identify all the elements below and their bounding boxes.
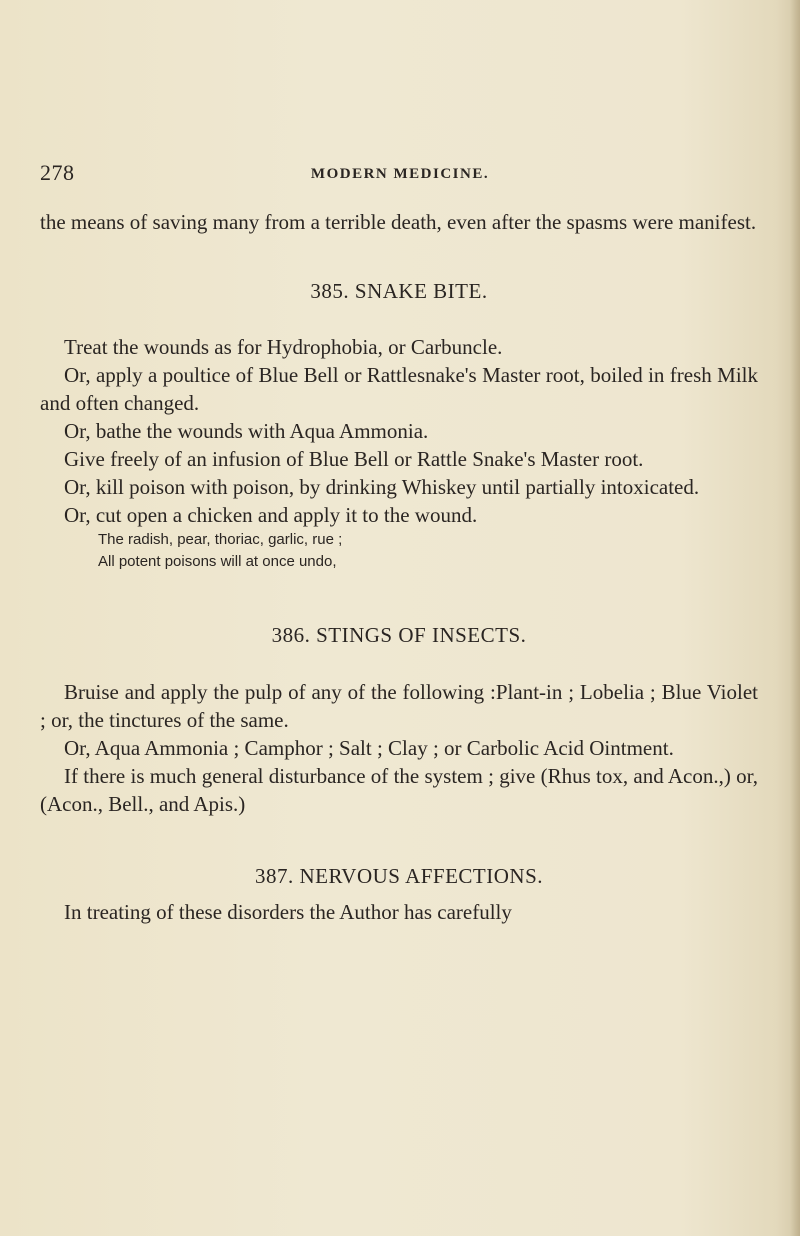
paragraph-386-1: Bruise and apply the pulp of any of the following :Plant-in ; Lobelia ; Blue Violet ; or, the tinctures of the same.	[40, 680, 758, 732]
paragraph-385-1: Treat the wounds as for Hydrophobia, or Carbuncle.	[64, 335, 503, 359]
running-head: MODERN MEDICINE.	[310, 166, 490, 182]
section-heading-387: 387. NERVOUS AFFECTIONS.	[254, 864, 544, 888]
page-body	[40, 208, 758, 926]
page-edge-shadow	[790, 0, 800, 1236]
paragraph-385-2: Or, apply a poultice of Blue Bell or Rattlesnake's Master root, boiled in fresh Milk and often changed.	[40, 363, 758, 415]
paragraph-385-3: Or, bathe the wounds with Aqua Ammonia.	[64, 419, 429, 443]
paragraph-386-2: Or, Aqua Ammonia ; Camphor ; Salt ; Clay ; or Carbolic Acid Ointment.	[64, 736, 674, 760]
page-header	[40, 160, 760, 190]
paragraph-385-5: Or, kill poison with poison, by drinking Whiskey until partially intoxicated.	[64, 475, 700, 499]
paragraph-386-3: If there is much general disturbance of the system ; give (Rhus tox, and Acon.,) or, (Acon., Bell., and Apis.)	[40, 764, 758, 816]
verse-line-2: All potent poisons will at once undo,	[98, 553, 337, 570]
verse-line-1: The radish, pear, thoriac, garlic, rue ;	[98, 531, 343, 548]
verse-quote	[40, 529, 758, 573]
paragraph-387-1: In treating of these disorders the Author has carefully	[64, 900, 512, 924]
section-heading-386: 386. STINGS OF INSECTS.	[271, 623, 527, 647]
paragraph-385-6: Or, cut open a chicken and apply it to the wound.	[64, 503, 478, 527]
paragraph-385-4: Give freely of an infusion of Blue Bell or Rattle Snake's Master root.	[64, 447, 644, 471]
page-number: 278	[40, 160, 75, 185]
intro-paragraph: the means of saving many from a terrible death, even after the spasms were manifest.	[40, 210, 757, 234]
section-heading-385: 385. SNAKE BITE.	[310, 279, 488, 303]
